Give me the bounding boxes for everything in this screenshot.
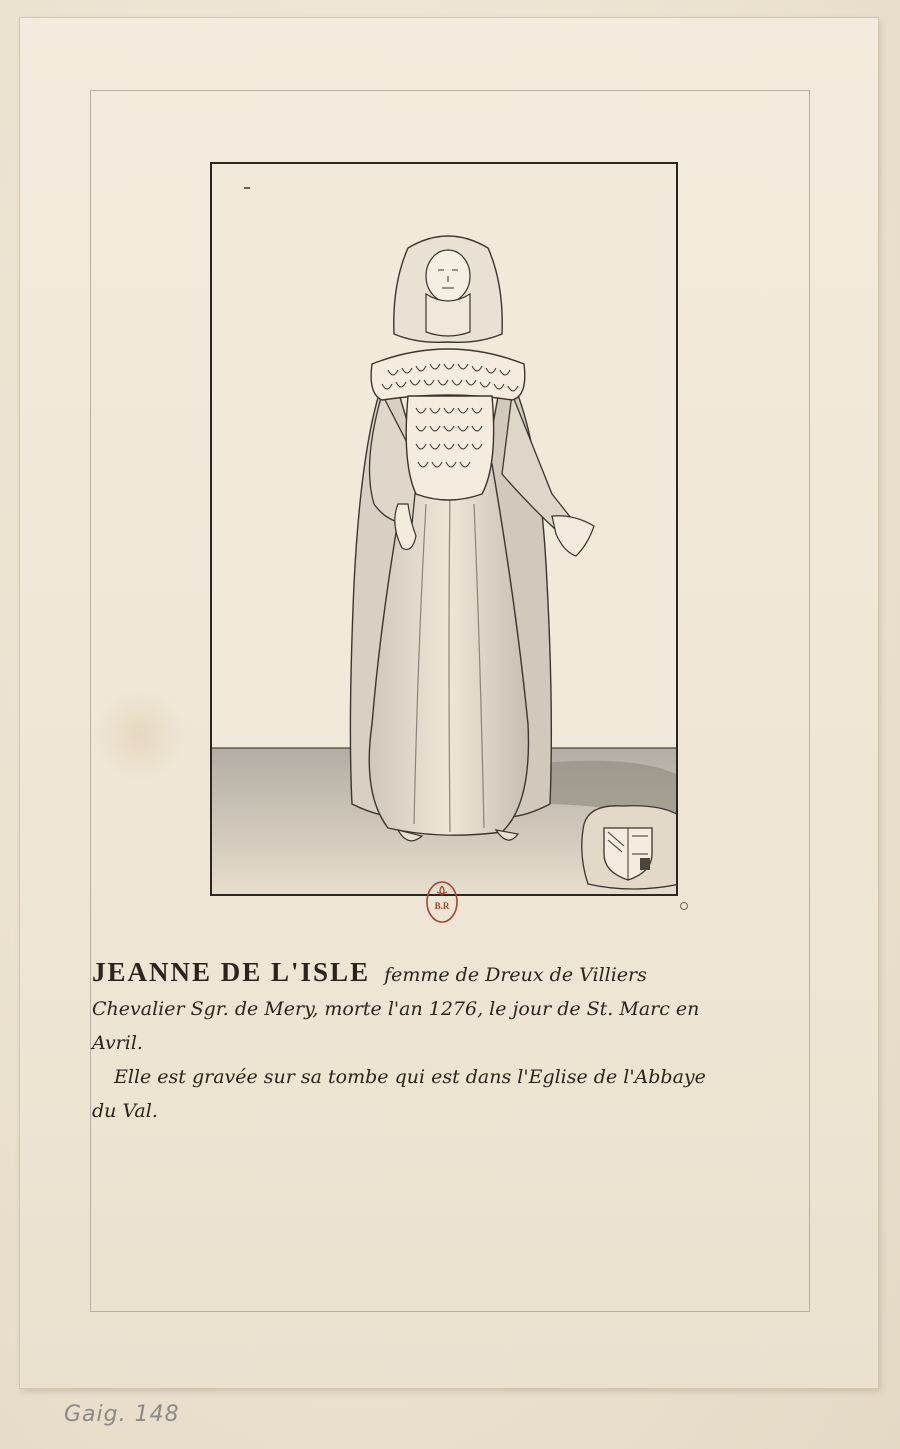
caption-line-3: Avril. <box>92 1032 143 1054</box>
portrait-drawing <box>210 162 678 896</box>
hand-right <box>552 516 594 556</box>
caption-text <box>92 955 822 1128</box>
effigy-illustration <box>212 164 676 894</box>
stamp-letters: B.R <box>434 901 450 911</box>
library-stamp <box>425 880 459 924</box>
caption-line1-rest: femme de Dreux de Villiers <box>384 964 647 986</box>
caption-line-2: Chevalier Sgr. de Mery, morte l'an 1276, le jour de St. Marc en <box>92 998 700 1020</box>
caption-line-4: Elle est gravée sur sa tombe qui est dans l'Eglise de l'Abbaye <box>114 1066 706 1088</box>
caption-name: JEANNE DE L'ISLE <box>92 957 371 987</box>
caption-line-5: du Val. <box>92 1100 158 1122</box>
caption-line-1 <box>92 955 822 992</box>
ink-circle-mark <box>680 902 688 910</box>
shelfmark: Gaig. 148 <box>64 1402 180 1427</box>
